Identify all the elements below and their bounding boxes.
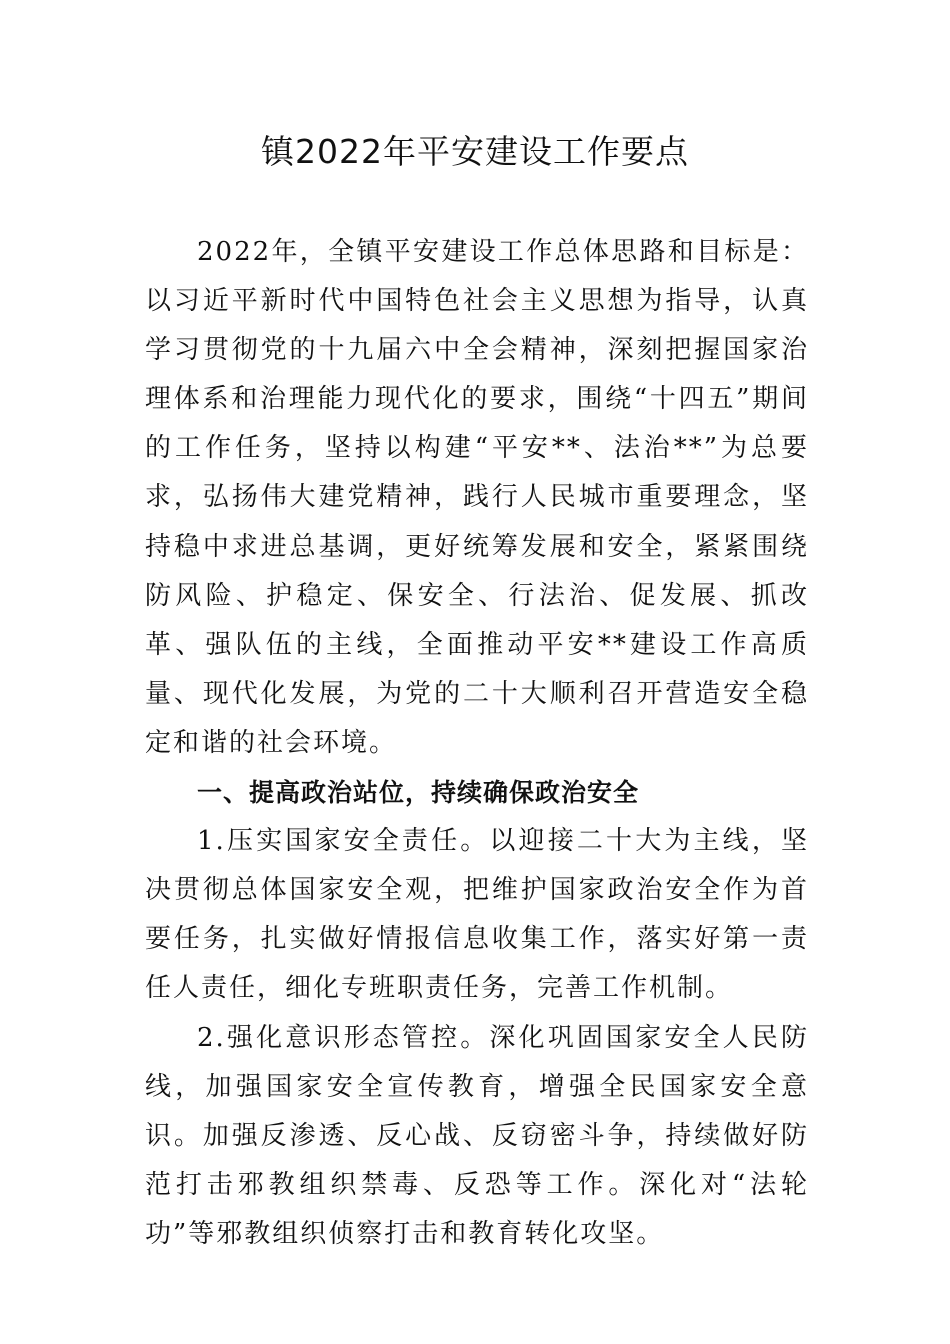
intro-paragraph: 2022年，全镇平安建设工作总体思路和目标是：以习近平新时代中国特色社会主义思想为指导，认真学习贯彻党的十九届六中全会精神，深刻把握国家治理体系和治理能力现代化的要求，围绕“十四五”期间的工作任务，坚持以构建“平安**、法治**”为总要求，弘扬伟大建党精神，践行人民城市重要理念，坚持稳中求进总基调，更好统筹发展和安全，紧紧围绕防风险、护稳定、保安全、行法治、促发展、抓改革、强队伍的主线，全面推动平安**建设工作高质量、现代化发展，为党的二十大顺利召开营造安全稳定和谐的社会环境。 bbox=[145, 237, 809, 758]
document-title: 镇2022年平安建设工作要点 bbox=[261, 132, 689, 171]
item-paragraph-1: 1.压实国家安全责任。以迎接二十大为主线，坚决贯彻总体国家安全观，把维护国家政治安全作为首要任务，扎实做好情报信息收集工作，落实好第一责任人责任，细化专班职责任务，完善工作机制。 bbox=[145, 826, 809, 1004]
item-paragraph-2: 2.强化意识形态管控。深化巩固国家安全人民防线，加强国家安全宣传教育，增强全民国家安全意识。加强反渗透、反心战、反窃密斗争，持续做好防范打击邪教组织禁毒、反恐等工作。深化对“法轮功”等邪教组织侦察打击和教育转化攻坚。 bbox=[145, 1022, 809, 1249]
document-body bbox=[145, 228, 809, 1259]
section-heading-1: 一、提高政治站位，持续确保政治安全 bbox=[197, 778, 640, 808]
